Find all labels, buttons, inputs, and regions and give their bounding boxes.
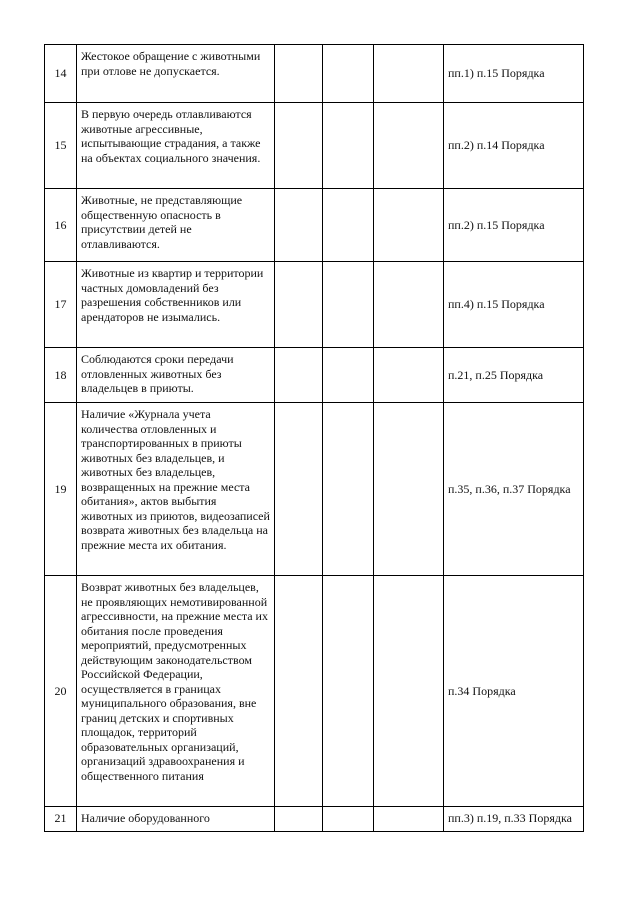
- answer-cell-yes[interactable]: [275, 262, 323, 348]
- table-row: [45, 103, 584, 189]
- legal-reference: пп.4) п.15 Порядка: [444, 262, 584, 348]
- table-row: [45, 807, 584, 832]
- answer-cell-yes[interactable]: [275, 403, 323, 576]
- legal-reference: пп.1) п.15 Порядка: [444, 45, 584, 103]
- answer-cell-na[interactable]: [374, 807, 444, 832]
- answer-cell-na[interactable]: [374, 103, 444, 189]
- requirement-text: Наличие оборудованного: [77, 807, 275, 832]
- answer-cell-no[interactable]: [323, 262, 374, 348]
- row-number: 16: [45, 189, 77, 262]
- table-row: [45, 189, 584, 262]
- answer-cell-na[interactable]: [374, 189, 444, 262]
- answer-cell-no[interactable]: [323, 189, 374, 262]
- answer-cell-na[interactable]: [374, 45, 444, 103]
- requirement-text: Соблюдаются сроки передачи отловленных животных без владельцев в приюты.: [77, 348, 275, 403]
- answer-cell-yes[interactable]: [275, 807, 323, 832]
- answer-cell-na[interactable]: [374, 403, 444, 576]
- requirement-text: Наличие «Журнала учета количества отловленных и транспортированных в приюты животных без владельцев, и животных без владельцев, возвращенных на прежние места обитания», актов выбытия животных из приютов, видеозаписей возврата животных без владельца на прежние места их обитания.: [77, 403, 275, 576]
- requirement-text: Жестокое обращение с животными при отлове не допускается.: [77, 45, 275, 103]
- row-number: 19: [45, 403, 77, 576]
- row-number: 14: [45, 45, 77, 103]
- answer-cell-yes[interactable]: [275, 103, 323, 189]
- answer-cell-yes[interactable]: [275, 189, 323, 262]
- checklist-table: [44, 44, 584, 832]
- answer-cell-yes[interactable]: [275, 45, 323, 103]
- answer-cell-na[interactable]: [374, 348, 444, 403]
- answer-cell-no[interactable]: [323, 576, 374, 807]
- requirement-text: Возврат животных без владельцев, не проявляющих немотивированной агрессивности, на прежние места их обитания после проведения мероприятий, предусмотренных действующим законодательством Российской Федерации, осуществляется в границах муниципального образования, вне границ детских и спортивных площадок, территорий образовательных организаций, организаций здравоохранения и общественного питания: [77, 576, 275, 807]
- answer-cell-yes[interactable]: [275, 348, 323, 403]
- table-row: [45, 576, 584, 807]
- answer-cell-yes[interactable]: [275, 576, 323, 807]
- legal-reference: пп.3) п.19, п.33 Порядка: [444, 807, 584, 832]
- row-number: 21: [45, 807, 77, 832]
- requirement-text: Животные из квартир и территории частных домовладений без разрешения собственников или арендаторов не изымались.: [77, 262, 275, 348]
- requirement-text: Животные, не представляющие общественную опасность в присутствии детей не отлавливаются.: [77, 189, 275, 262]
- legal-reference: п.34 Порядка: [444, 576, 584, 807]
- answer-cell-na[interactable]: [374, 576, 444, 807]
- legal-reference: пп.2) п.15 Порядка: [444, 189, 584, 262]
- answer-cell-no[interactable]: [323, 103, 374, 189]
- table-row: [45, 262, 584, 348]
- legal-reference: п.35, п.36, п.37 Порядка: [444, 403, 584, 576]
- row-number: 15: [45, 103, 77, 189]
- legal-reference: п.21, п.25 Порядка: [444, 348, 584, 403]
- requirement-text: В первую очередь отлавливаются животные агрессивные, испытывающие страдания, а также на объектах социального значения.: [77, 103, 275, 189]
- row-number: 20: [45, 576, 77, 807]
- table-row: [45, 45, 584, 103]
- row-number: 18: [45, 348, 77, 403]
- answer-cell-no[interactable]: [323, 807, 374, 832]
- answer-cell-no[interactable]: [323, 45, 374, 103]
- table-row: [45, 348, 584, 403]
- legal-reference: пп.2) п.14 Порядка: [444, 103, 584, 189]
- table-row: [45, 403, 584, 576]
- answer-cell-no[interactable]: [323, 403, 374, 576]
- answer-cell-no[interactable]: [323, 348, 374, 403]
- row-number: 17: [45, 262, 77, 348]
- answer-cell-na[interactable]: [374, 262, 444, 348]
